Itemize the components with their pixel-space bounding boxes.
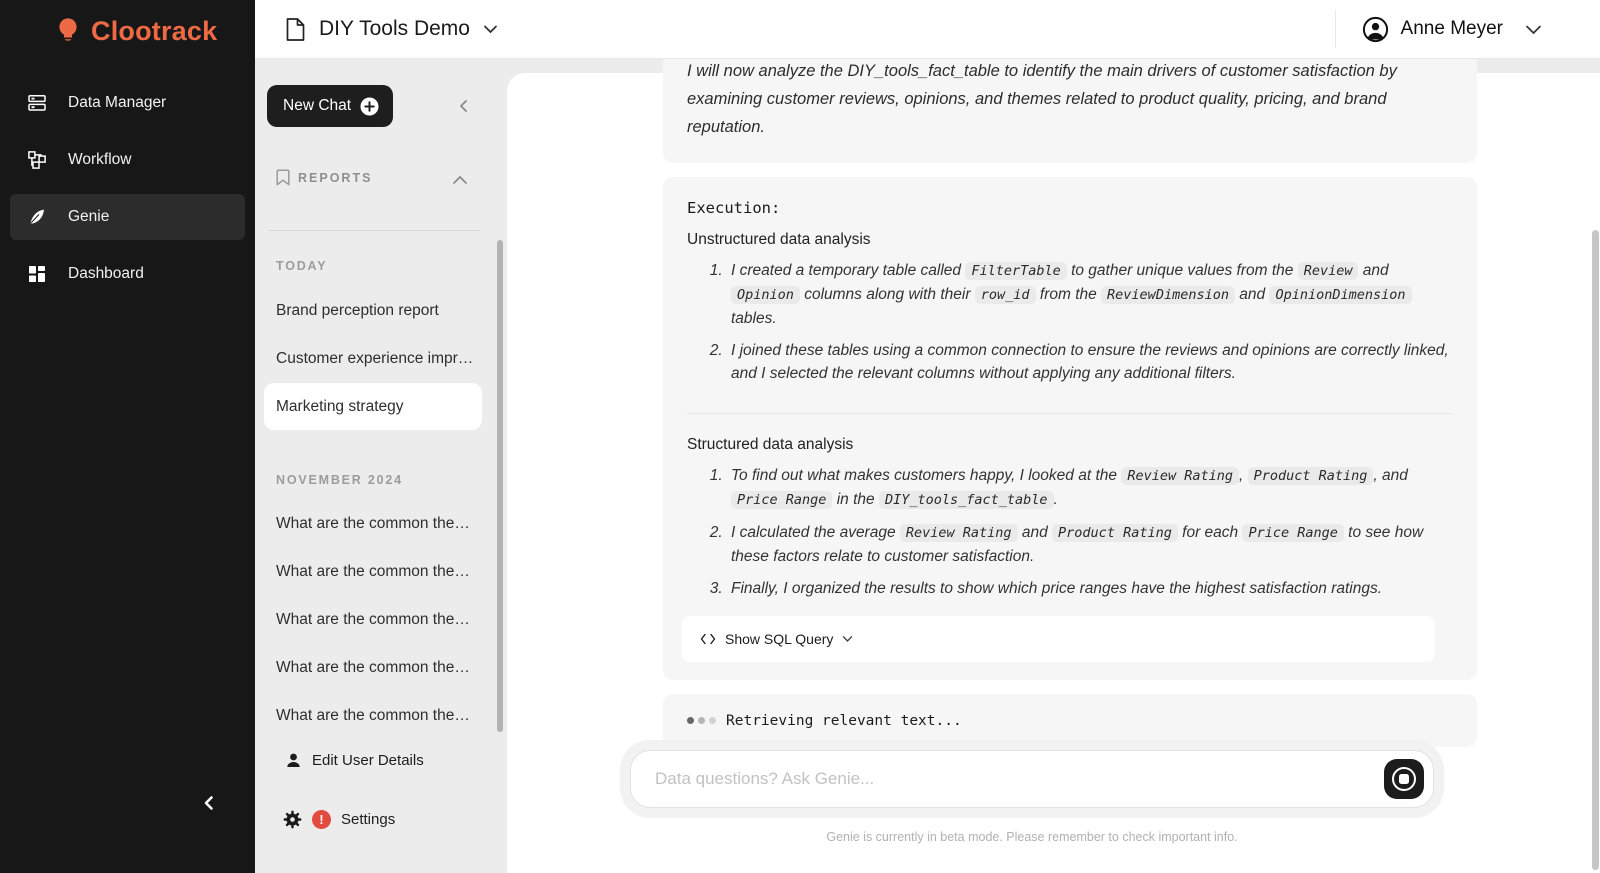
inline-code: Review Rating (1121, 467, 1239, 485)
lightbulb-logo-icon (55, 17, 81, 47)
new-chat-label: New Chat (283, 97, 352, 114)
divider (1335, 10, 1336, 48)
reports-section-label: REPORTS (298, 170, 373, 185)
inline-code: FilterTable (965, 262, 1066, 280)
chat-messages (663, 35, 1477, 747)
section-heading: Unstructured data analysis (687, 231, 871, 248)
report-group-label-november-2024: NOVEMBER 2024 (276, 473, 403, 487)
inline-code: ReviewDimension (1101, 286, 1235, 304)
project-name: DIY Tools Demo (319, 17, 470, 40)
settings-alert-badge: ! (312, 810, 331, 829)
message-text-clipped: I will now analyze the DIY_tools_fact_table to identify the main drivers of customer satisfaction by (687, 62, 1397, 80)
inline-code: Product Rating (1052, 524, 1178, 542)
stop-generation-button[interactable] (1384, 759, 1424, 799)
code-icon (700, 633, 716, 645)
nav-label: Genie (68, 208, 110, 225)
inline-code: OpinionDimension (1269, 286, 1411, 304)
chat-panel (507, 62, 1600, 873)
analysis-steps-list (687, 259, 1453, 385)
chat-input[interactable] (655, 769, 1384, 789)
bookmark-icon (276, 169, 290, 186)
report-item-common-themes-5[interactable]: What are the common the… (276, 706, 470, 724)
chevron-down-icon (842, 635, 853, 643)
nav-label: Data Manager (68, 94, 167, 111)
primary-sidebar (0, 0, 255, 873)
chevron-down-icon (483, 24, 498, 34)
assistant-message-execution (663, 177, 1477, 680)
nav-item-dashboard[interactable] (10, 251, 245, 297)
inline-code: Price Range (1242, 524, 1343, 542)
inline-code: DIY_tools_fact_table (879, 491, 1054, 509)
inline-code: Review (1298, 262, 1359, 280)
unstructured-analysis-section (687, 231, 1453, 385)
dashboard-icon (28, 265, 46, 283)
report-group-label-today: TODAY (276, 259, 328, 273)
analysis-step: 1. I created a temporary table called FilterTable to gather unique values from the Review and Opinion columns along with their row_id from the ReviewDimension and OpinionDimension tables. (727, 259, 1453, 330)
edit-user-details-button[interactable] (285, 752, 424, 769)
settings-button[interactable] (283, 810, 395, 829)
inline-code: Opinion (731, 286, 800, 304)
analysis-step: 1. To find out what makes customers happy, I looked at the Review Rating , Product Rating , and Price Range in the DIY_tools_fact_table . (727, 464, 1453, 512)
gear-icon (283, 810, 302, 829)
analysis-step: 2. I joined these tables using a common connection to ensure the reviews and opinions are correctly linked, and I selected the relevant columns without applying any additional filters. (727, 339, 1453, 385)
nav-label: Workflow (68, 151, 132, 168)
top-bar (255, 0, 1600, 59)
structured-analysis-section (687, 436, 1453, 600)
execution-title: Execution: (687, 199, 781, 217)
composer-inner (630, 750, 1434, 808)
data-manager-icon (28, 94, 46, 112)
composer (620, 740, 1444, 818)
genie-feather-icon (28, 208, 46, 226)
divider (268, 230, 480, 231)
loading-dots-icon (687, 717, 716, 724)
inline-code: Product Rating (1248, 467, 1374, 485)
edit-user-label: Edit User Details (312, 752, 424, 769)
inline-code: row_id (975, 286, 1036, 304)
reports-sidebar (255, 59, 505, 873)
report-item-marketing-strategy[interactable]: Marketing strategy (264, 383, 482, 430)
user-menu[interactable] (1335, 0, 1600, 58)
nav-label: Dashboard (68, 265, 144, 282)
inline-code: Price Range (731, 491, 832, 509)
sidebar-scrollbar[interactable] (497, 240, 503, 732)
primary-nav (0, 80, 255, 297)
status-text: Retrieving relevant text... (726, 712, 962, 729)
plus-circle-icon (360, 97, 379, 116)
nav-item-data-manager[interactable] (10, 80, 245, 126)
chevron-down-icon (1525, 24, 1542, 35)
show-sql-query-toggle[interactable] (682, 616, 1435, 662)
analysis-step: 2. I calculated the average Review Rating and Product Rating for each Price Range to see how these factors relate to customer satisfaction. (727, 521, 1453, 568)
user-name: Anne Meyer (1400, 18, 1503, 39)
report-item-common-themes-3[interactable]: What are the common the… (276, 610, 470, 628)
report-item-common-themes-4[interactable]: What are the common the… (276, 658, 470, 676)
page-scrollbar[interactable] (1592, 230, 1599, 870)
collapse-sidebar-chevron-icon[interactable] (198, 792, 220, 814)
beta-disclaimer: Genie is currently in beta mode. Please remember to check important info. (826, 830, 1238, 844)
section-heading: Structured data analysis (687, 436, 854, 453)
document-icon (285, 17, 306, 42)
settings-label: Settings (341, 811, 396, 828)
message-text: examining customer reviews, opinions, and themes related to product quality, pricing, and brand reputation. (687, 90, 1387, 136)
analysis-steps-list (687, 464, 1453, 600)
chevron-up-icon[interactable] (452, 174, 468, 186)
user-avatar-icon (1362, 16, 1389, 43)
report-item-brand-perception[interactable]: Brand perception report (276, 301, 439, 319)
sql-toggle-label: Show SQL Query (725, 631, 834, 647)
person-icon (285, 752, 302, 769)
stop-icon (1392, 767, 1416, 791)
nav-item-workflow[interactable] (10, 137, 245, 183)
project-switcher[interactable] (285, 0, 498, 58)
new-chat-button[interactable] (267, 85, 393, 127)
workflow-icon (28, 151, 46, 169)
divider (687, 413, 1453, 414)
inline-code: Review Rating (900, 524, 1018, 542)
analysis-step: 3. Finally, I organized the results to show which price ranges have the highest satisfaction ratings. (727, 577, 1453, 600)
brand-name: Clootrack (91, 16, 218, 46)
nav-item-genie[interactable] (10, 194, 245, 240)
report-item-common-themes-2[interactable]: What are the common the… (276, 562, 470, 580)
reports-section-header[interactable] (276, 169, 372, 186)
collapse-reports-chevron-icon[interactable] (455, 97, 473, 115)
clootrack-logo (0, 0, 255, 47)
report-item-common-themes-1[interactable]: What are the common the… (276, 514, 470, 532)
report-item-customer-experience[interactable]: Customer experience impr… (276, 349, 474, 367)
